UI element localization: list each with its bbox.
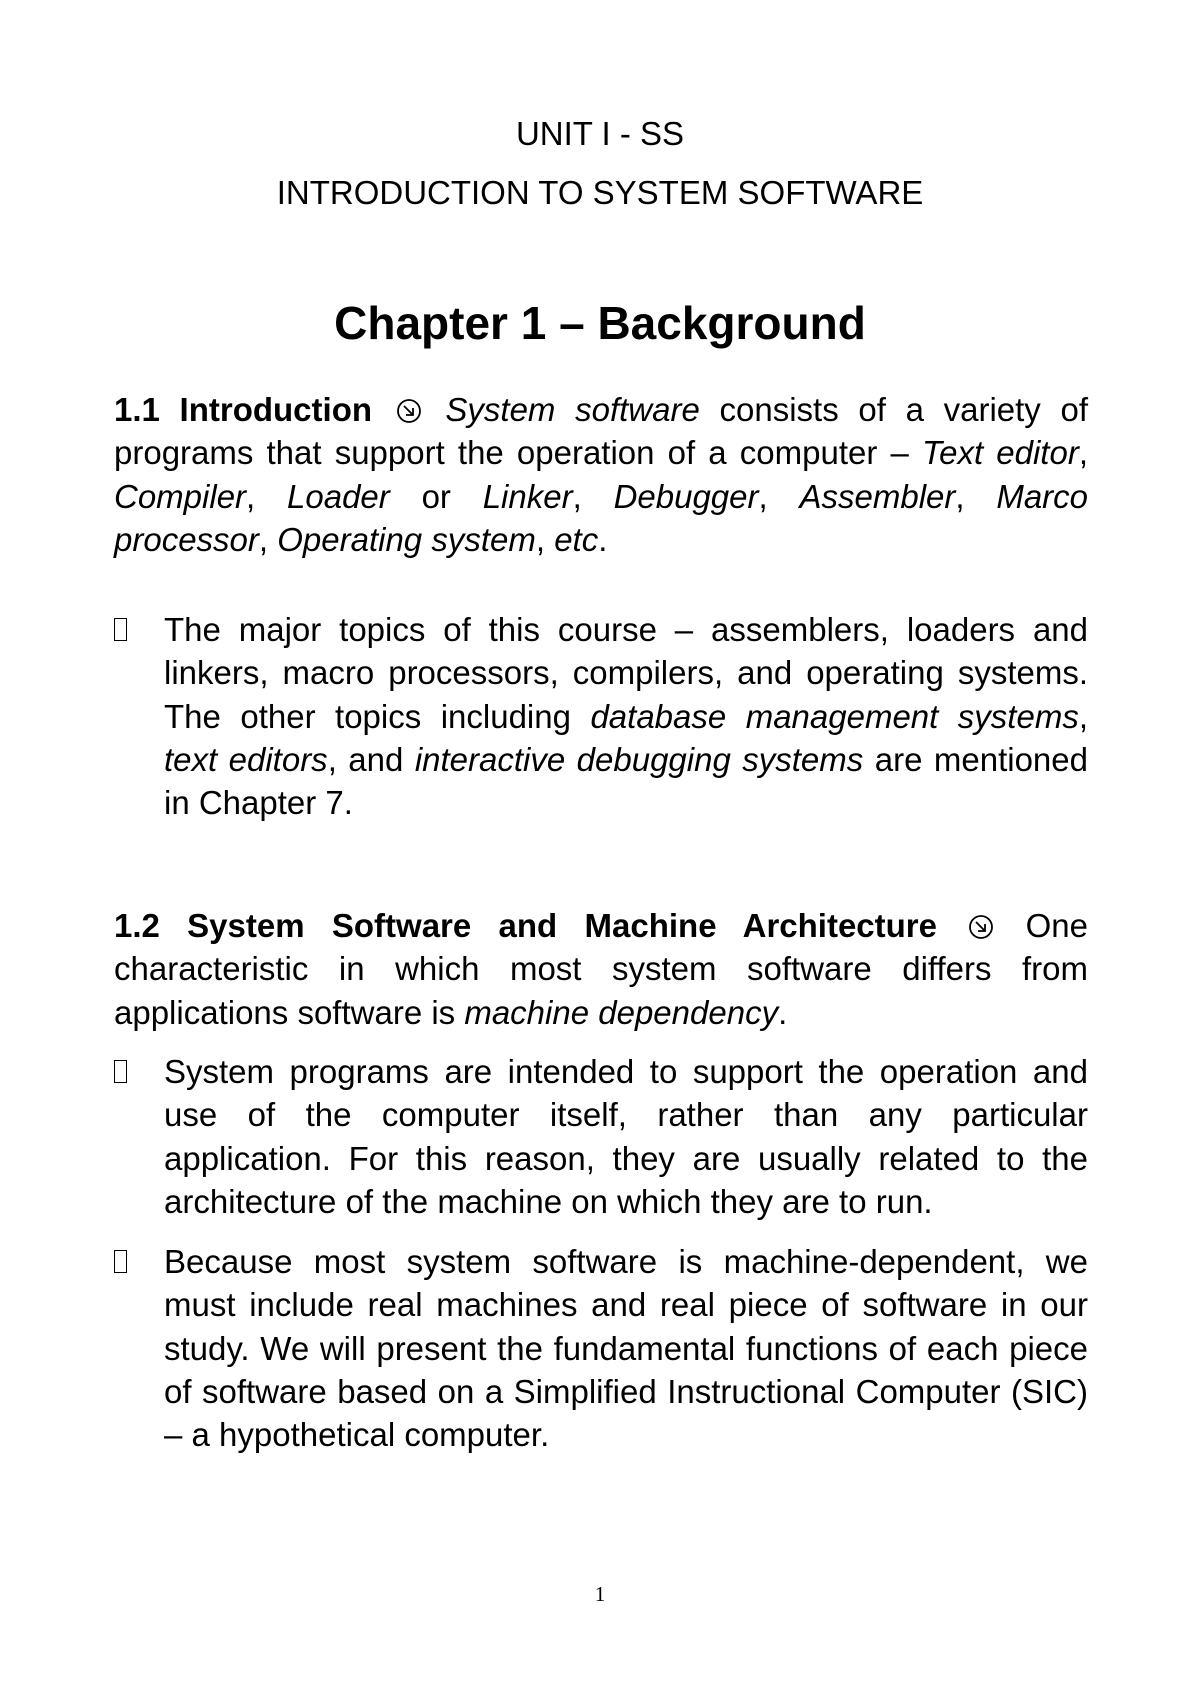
period: . xyxy=(778,993,788,1031)
missing-glyph-box-icon xyxy=(114,1250,127,1273)
section-1-1-paragraph xyxy=(114,388,1088,561)
program-loader: Loader xyxy=(287,477,390,515)
intro-text: consists of a variety of programs that support the operation of a computer – xyxy=(114,391,1089,472)
separator: , and xyxy=(327,740,415,778)
separator: , xyxy=(955,477,997,515)
unit-title: UNIT I - SS xyxy=(515,115,685,152)
term-text-editors: text editors xyxy=(164,740,328,778)
section-1-2-bullet-1 xyxy=(114,1050,1088,1223)
separator-or: or xyxy=(389,477,483,515)
bullet-text xyxy=(164,608,1088,824)
section-1-1-bullet xyxy=(114,608,1088,824)
program-macro-processor: Marco processor xyxy=(114,477,1089,558)
section-1-2-heading: 1.2 System Software and Machine Architecture xyxy=(114,907,938,944)
separator: , xyxy=(1078,434,1088,472)
section-1-2-bullet-2 xyxy=(114,1240,1088,1456)
separator: , xyxy=(1078,697,1088,735)
missing-glyph-box-icon xyxy=(114,1060,127,1083)
circled-arrow-icon xyxy=(396,398,422,424)
chapter-title: Chapter 1 – Background xyxy=(334,297,866,349)
bullet-text-part: are mentioned in Chapter 7. xyxy=(164,740,1088,822)
term-interactive-debugging-systems: interactive debugging systems xyxy=(414,740,864,778)
program-etc: etc xyxy=(554,520,599,558)
document-subtitle: INTRODUCTION TO SYSTEM SOFTWARE xyxy=(276,174,924,211)
program-linker: Linker xyxy=(482,477,573,515)
bullet-text-part: The major topics of this course – assemblers, loaders and linkers, macro processors, compilers, and operating systems. The other topics including xyxy=(164,611,1088,735)
separator: , xyxy=(258,520,278,558)
program-debugger: Debugger xyxy=(613,477,759,515)
separator: , xyxy=(535,520,555,558)
section-1-2-text: One characteristic in which most system software differs from applications software is xyxy=(114,907,1089,1031)
term-machine-dependency: machine dependency xyxy=(464,993,779,1031)
period: . xyxy=(598,520,608,558)
section-1-2-paragraph xyxy=(114,904,1088,1034)
program-assembler: Assembler xyxy=(799,477,956,515)
term-database-management-systems: database management systems xyxy=(590,697,1079,735)
missing-glyph-box-icon xyxy=(114,618,127,641)
separator: , xyxy=(758,477,800,515)
bullet-text: Because most system software is machine-dependent, we must include real machines and real piece of software in our study. We will present the fundamental functions of each piece of software based on a Simplified Instructional Computer (SIC) – a hypothetical computer. xyxy=(164,1243,1088,1454)
separator: , xyxy=(246,477,288,515)
program-text-editor: Text editor xyxy=(921,434,1079,472)
section-1-1-heading: 1.1 Introduction xyxy=(114,391,373,428)
program-compiler: Compiler xyxy=(114,477,247,515)
page-number: 1 xyxy=(594,1582,606,1606)
circled-arrow-icon xyxy=(968,914,994,940)
program-operating-system: Operating system xyxy=(277,520,536,558)
term-system-software: System software xyxy=(445,391,700,428)
separator: , xyxy=(572,477,614,515)
bullet-text: System programs are intended to support the operation and use of the computer itself, rather than any particular application. For this reason, they are usually related to the architecture of the machine on which they are to run. xyxy=(164,1053,1088,1220)
